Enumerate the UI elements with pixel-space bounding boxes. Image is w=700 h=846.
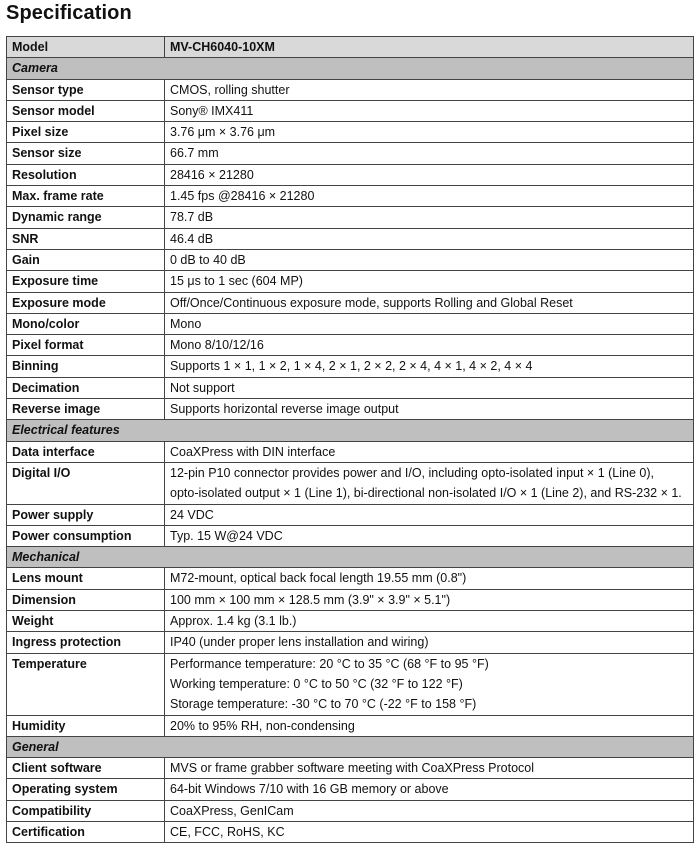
spec-value-line: 78.7 dB xyxy=(170,210,214,225)
spec-key: Sensor model xyxy=(7,100,165,121)
table-row xyxy=(7,313,694,334)
spec-value-line: Storage temperature: -30 °C to 70 °C (-22 °F to 158 °F) xyxy=(170,697,477,712)
spec-key: Client software xyxy=(7,758,165,779)
spec-value-line: Sony® IMX411 xyxy=(170,103,254,118)
spec-value xyxy=(165,800,694,821)
spec-value xyxy=(165,377,694,398)
spec-value xyxy=(165,356,694,377)
table-row xyxy=(7,271,694,292)
section-row xyxy=(7,736,694,757)
section-row xyxy=(7,58,694,79)
spec-value xyxy=(165,653,694,715)
spec-value xyxy=(165,611,694,632)
spec-value-line: opto-isolated output × 1 (Line 1), bi-directional non-isolated I/O × 1 (Line 2), and RS-232 × 1. xyxy=(170,486,682,501)
spec-value-line: CE, FCC, RoHS, KC xyxy=(170,824,285,839)
spec-key: Pixel size xyxy=(7,122,165,143)
table-row xyxy=(7,399,694,420)
table-row xyxy=(7,292,694,313)
spec-key: Digital I/O xyxy=(7,462,165,504)
spec-key: Mono/color xyxy=(7,313,165,334)
header-key-cell: Model xyxy=(7,37,165,58)
table-row xyxy=(7,800,694,821)
header-value-cell: MV-CH6040-10XM xyxy=(165,37,694,58)
spec-key: Humidity xyxy=(7,715,165,736)
spec-key: Certification xyxy=(7,821,165,842)
table-row xyxy=(7,186,694,207)
spec-key: Dynamic range xyxy=(7,207,165,228)
spec-value xyxy=(165,462,694,504)
spec-value xyxy=(165,186,694,207)
spec-value-line: Not support xyxy=(170,380,235,395)
spec-value-line: CoaXPress, GenICam xyxy=(170,803,294,818)
table-row xyxy=(7,335,694,356)
spec-key: Sensor type xyxy=(7,79,165,100)
spec-key: Power supply xyxy=(7,504,165,525)
spec-value-line: CoaXPress with DIN interface xyxy=(170,444,336,459)
spec-table xyxy=(6,36,694,843)
spec-value-line: CMOS, rolling shutter xyxy=(170,82,290,97)
spec-value xyxy=(165,589,694,610)
spec-key: Binning xyxy=(7,356,165,377)
spec-value xyxy=(165,122,694,143)
spec-key: Lens mount xyxy=(7,568,165,589)
spec-value xyxy=(165,779,694,800)
spec-key: Resolution xyxy=(7,164,165,185)
spec-value xyxy=(165,249,694,270)
section-row xyxy=(7,420,694,441)
spec-value xyxy=(165,632,694,653)
spec-key: Power consumption xyxy=(7,525,165,546)
spec-value-line: Typ. 15 W@24 VDC xyxy=(170,528,283,543)
spec-key: Dimension xyxy=(7,589,165,610)
spec-value xyxy=(165,441,694,462)
spec-key: Weight xyxy=(7,611,165,632)
spec-value xyxy=(165,568,694,589)
spec-value-line: Approx. 1.4 kg (3.1 lb.) xyxy=(170,614,297,629)
spec-value-line: Supports 1 × 1, 1 × 2, 1 × 4, 2 × 1, 2 × 2, 2 × 4, 4 × 1, 4 × 2, 4 × 4 xyxy=(170,359,533,374)
spec-value-line: 1.45 fps @28416 × 21280 xyxy=(170,189,315,204)
table-row xyxy=(7,504,694,525)
table-row xyxy=(7,249,694,270)
table-row xyxy=(7,779,694,800)
spec-value xyxy=(165,271,694,292)
spec-value xyxy=(165,100,694,121)
spec-value-line: Working temperature: 0 °C to 50 °C (32 °F to 122 °F) xyxy=(170,676,463,691)
spec-value-line: 3.76 μm × 3.76 μm xyxy=(170,125,276,140)
page-title: Specification xyxy=(6,2,132,24)
spec-key: Max. frame rate xyxy=(7,186,165,207)
spec-key: Exposure time xyxy=(7,271,165,292)
table-row xyxy=(7,462,694,504)
spec-value xyxy=(165,715,694,736)
spec-table-body xyxy=(7,37,694,843)
spec-value-line: Mono xyxy=(170,316,202,331)
spec-key: Reverse image xyxy=(7,399,165,420)
table-row xyxy=(7,356,694,377)
spec-value-line: IP40 (under proper lens installation and wiring) xyxy=(170,635,429,650)
spec-key: Sensor size xyxy=(7,143,165,164)
spec-value-line: Mono 8/10/12/16 xyxy=(170,338,264,353)
spec-value xyxy=(165,143,694,164)
spec-key: SNR xyxy=(7,228,165,249)
spec-value-line: 0 dB to 40 dB xyxy=(170,252,246,267)
spec-value-line: MVS or frame grabber software meeting with CoaXPress Protocol xyxy=(170,761,535,776)
spec-value xyxy=(165,821,694,842)
spec-value-line: 24 VDC xyxy=(170,507,214,522)
spec-value xyxy=(165,228,694,249)
spec-key: Exposure mode xyxy=(7,292,165,313)
table-row xyxy=(7,143,694,164)
table-row xyxy=(7,632,694,653)
table-row xyxy=(7,568,694,589)
spec-value xyxy=(165,399,694,420)
spec-value xyxy=(165,758,694,779)
table-row xyxy=(7,821,694,842)
spec-value-line: Performance temperature: 20 °C to 35 °C (68 °F to 95 °F) xyxy=(170,656,489,671)
table-row xyxy=(7,228,694,249)
spec-value-line: 100 mm × 100 mm × 128.5 mm (3.9" × 3.9" × 5.1") xyxy=(170,592,451,607)
table-row xyxy=(7,122,694,143)
table-row xyxy=(7,100,694,121)
spec-value-line: 66.7 mm xyxy=(170,146,219,161)
table-header-row xyxy=(7,37,694,58)
spec-value-line: 20% to 95% RH, non-condensing xyxy=(170,718,355,733)
table-row xyxy=(7,377,694,398)
spec-value xyxy=(165,292,694,313)
section-title: Electrical features xyxy=(7,420,694,441)
spec-value-line: 64-bit Windows 7/10 with 16 GB memory or above xyxy=(170,782,449,797)
spec-value-line: 12-pin P10 connector provides power and I/O, including opto-isolated input × 1 (Line 0), xyxy=(170,465,654,480)
section-title: General xyxy=(7,736,694,757)
table-row xyxy=(7,589,694,610)
spec-key: Compatibility xyxy=(7,800,165,821)
spec-value xyxy=(165,504,694,525)
spec-key: Gain xyxy=(7,249,165,270)
section-title: Camera xyxy=(7,58,694,79)
table-row xyxy=(7,653,694,715)
table-row xyxy=(7,525,694,546)
spec-key: Decimation xyxy=(7,377,165,398)
spec-value xyxy=(165,313,694,334)
table-row xyxy=(7,164,694,185)
section-title: Mechanical xyxy=(7,547,694,568)
spec-value-line: 15 μs to 1 sec (604 MP) xyxy=(170,274,303,289)
table-row xyxy=(7,441,694,462)
spec-value xyxy=(165,335,694,356)
spec-value-line: Supports horizontal reverse image output xyxy=(170,402,399,417)
spec-key: Data interface xyxy=(7,441,165,462)
table-row xyxy=(7,79,694,100)
spec-value-line: M72-mount, optical back focal length 19.55 mm (0.8") xyxy=(170,571,467,586)
spec-key: Ingress protection xyxy=(7,632,165,653)
spec-value-line: 46.4 dB xyxy=(170,231,214,246)
section-row xyxy=(7,547,694,568)
spec-key: Operating system xyxy=(7,779,165,800)
spec-value xyxy=(165,164,694,185)
table-row xyxy=(7,611,694,632)
table-row xyxy=(7,715,694,736)
spec-value-line: 28416 × 21280 xyxy=(170,167,254,182)
spec-key: Pixel format xyxy=(7,335,165,356)
table-row xyxy=(7,758,694,779)
spec-value-line: Off/Once/Continuous exposure mode, supports Rolling and Global Reset xyxy=(170,295,573,310)
spec-key: Temperature xyxy=(7,653,165,715)
spec-value xyxy=(165,79,694,100)
spec-value xyxy=(165,207,694,228)
spec-value xyxy=(165,525,694,546)
table-row xyxy=(7,207,694,228)
